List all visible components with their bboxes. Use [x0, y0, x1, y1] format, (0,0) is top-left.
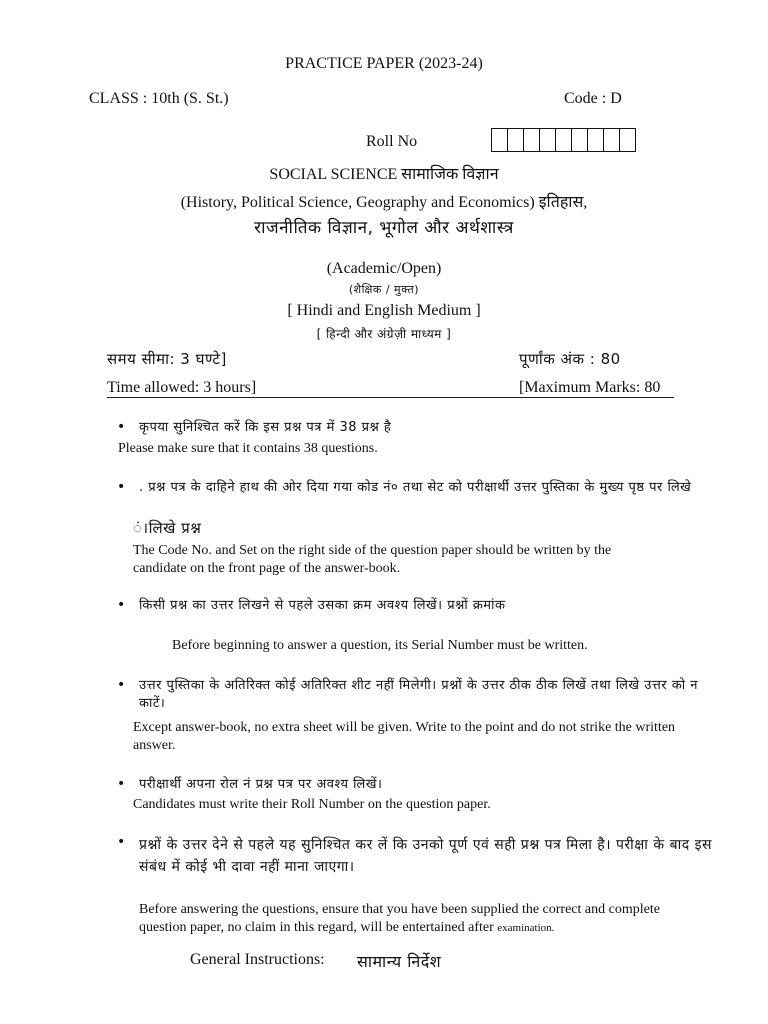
instruction-3-hi: किसी प्रश्न का उत्तर लिखने से पहले उसका क्रम अवश्य लिखें। प्रश्नों क्रमांक	[139, 598, 506, 613]
roll-digit-box[interactable]	[492, 129, 508, 151]
instruction-5-hi: परीक्षार्थी अपना रोल नं प्रश्न पत्र पर अवश्य लिखें।	[139, 777, 383, 792]
bullet-5: •	[117, 776, 126, 792]
time-hi: समय सीमा: 3 घण्टे]	[107, 350, 227, 368]
instruction-6-en	[139, 901, 709, 937]
roll-no-label: Roll No	[366, 133, 418, 150]
bullet-3: •	[117, 597, 126, 613]
bullet-4: •	[117, 677, 126, 693]
roll-digit-box[interactable]	[540, 129, 556, 151]
class-label: CLASS : 10th (S. St.)	[89, 90, 229, 107]
roll-digit-box[interactable]	[604, 129, 620, 151]
marks-hi: पूर्णांक अंक : 80	[519, 350, 621, 368]
medium-label: [ Hindi and English Medium ]	[287, 302, 481, 319]
instruction-1-hi: कृपया सुनिश्चित करें कि इस प्रश्न पत्र में 38 प्रश्न है	[139, 420, 392, 435]
header-divider	[107, 397, 674, 398]
roll-digit-box[interactable]	[556, 129, 572, 151]
instruction-5-en: Candidates must write their Roll Number on the question paper.	[133, 797, 491, 812]
marks-en: [Maximum Marks: 80	[519, 379, 661, 396]
stream-hi: (शैक्षिक / मुक्त)	[348, 283, 420, 296]
roll-digit-box[interactable]	[524, 129, 540, 151]
roll-digit-box[interactable]	[572, 129, 588, 151]
stream-label: (Academic/Open)	[326, 260, 442, 277]
roll-digit-box[interactable]	[588, 129, 604, 151]
bullet-2: •	[117, 479, 126, 495]
instruction-4-hi: उत्तर पुस्तिका के अतिरिक्त कोई अतिरिक्त शीट नहीं मिलेगी। प्रश्नों के उत्तर ठीक ठीक लिखें तथा लिखे उत्तर को न काटें।	[139, 678, 698, 711]
bullet-1: •	[117, 419, 126, 435]
subject-line: SOCIAL SCIENCE सामाजिक विज्ञान	[269, 166, 499, 183]
instruction-1-en: Please make sure that it contains 38 questions.	[118, 441, 378, 456]
bullet-6: •	[117, 834, 126, 850]
medium-hi: [ हिन्दी और अंग्रेज़ी माध्यम ]	[316, 327, 452, 341]
instruction-2-en: The Code No. and Set on the right side of the question paper should be written by the candidate on the front page of the answer-book.	[133, 543, 612, 576]
instruction-2-hi-b: ं।लिखे प्रश्न	[133, 519, 202, 537]
general-instructions-hi: सामान्य निर्देश	[357, 952, 442, 971]
subjects-hi: राजनीतिक विज्ञान, भूगोल और अर्थशास्त्र	[254, 218, 514, 238]
instruction-4-en: Except answer-book, no extra sheet will be given. Write to the point and do not strike the written answer.	[133, 720, 676, 753]
instruction-2-hi: . प्रश्न पत्र के दाहिने हाथ की ओर दिया गया कोड नं० तथा सेट को परीक्षार्थी उत्तर पुस्तिका के मुख्य पृष्ठ पर लिखे	[139, 480, 692, 495]
roll-digit-box[interactable]	[620, 129, 635, 151]
roll-digit-box[interactable]	[508, 129, 524, 151]
instruction-3-en: Before beginning to answer a question, its Serial Number must be written.	[172, 638, 588, 653]
code-label: Code : D	[564, 90, 622, 107]
subjects-en: (History, Political Science, Geography and Economics) इतिहास,	[180, 194, 588, 211]
instruction-6-en-main: Before answering the questions, ensure that you have been supplied the correct and complete question paper, no claim in this regard, will be entertained after	[139, 902, 660, 935]
roll-no-boxes[interactable]	[491, 128, 636, 152]
paper-title: PRACTICE PAPER (2023-24)	[285, 55, 483, 72]
time-en: Time allowed: 3 hours]	[107, 379, 257, 396]
instruction-6-hi: प्रश्नों के उत्तर देने से पहले यह सुनिश्चित कर लें कि उनको पूर्ण एवं सही प्रश्न पत्र मिला है। परीक्षा के बाद इस संबंध में कोई भी दावा नहीं माना जाएगा।	[139, 837, 712, 875]
general-instructions-label: General Instructions:	[190, 951, 325, 968]
instruction-6-en-small: examination.	[497, 922, 555, 934]
